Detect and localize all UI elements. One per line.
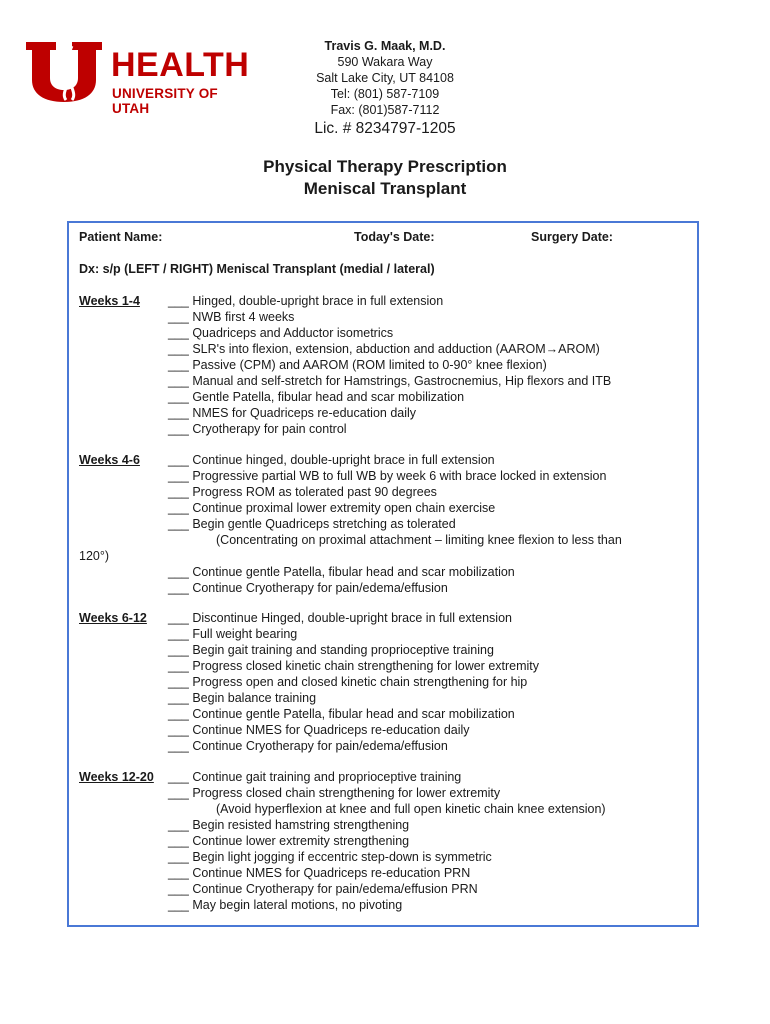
checklist-item: ___ Gentle Patella, fibular head and scar mobilization [168,390,465,404]
checklist-item: ___ Progressive partial WB to full WB by week 6 with brace locked in extension [168,469,607,483]
doctor-name: Travis G. Maak, M.D. [324,39,446,53]
checklist-item: ___ NMES for Quadriceps re-education daily [168,406,417,420]
checklist-note-wrap: 120°) [79,549,110,563]
checklist-item: ___ Begin gentle Quadriceps stretching as tolerated [168,517,456,531]
section-items [168,769,688,913]
todays-date-label: Today's Date: [354,230,435,244]
checklist-item: ___ Continue NMES for Quadriceps re-education daily [168,723,470,737]
checklist-item: ___ Continue lower extremity strengthening [168,834,410,848]
checklist-item: ___ Quadriceps and Adductor isometrics [168,326,394,340]
checklist-item: ___ NWB first 4 weeks [168,310,295,324]
address-line-2: Salt Lake City, UT 84108 [316,71,454,85]
checklist-item: ___ Continue gentle Patella, fibular head and scar mobilization [168,707,515,721]
checklist-item: ___ Progress open and closed kinetic chain strengthening for hip [168,675,528,689]
fax: Fax: (801)587-7112 [330,103,440,117]
checklist-item: ___ Progress closed chain strengthening for lower extremity [168,786,501,800]
checklist-note: (Concentrating on proximal attachment – limiting knee flexion to less than [216,533,622,547]
title-line-2: Meniscal Transplant [303,179,467,198]
logo-subtitle: UNIVERSITY OF UTAH [112,86,218,116]
checklist-item: ___ Cryotherapy for pain control [168,422,347,436]
doctor-header [290,38,480,137]
section-label: Weeks 6-12 [79,611,147,625]
logo-wordmark: HEALTH [111,46,250,84]
checklist-item: ___ Progress ROM as tolerated past 90 degrees [168,485,437,499]
surgery-date-label: Surgery Date: [531,230,613,244]
checklist-item: ___ Continue Cryotherapy for pain/edema/effusion PRN [168,882,478,896]
checklist-item: ___ Continue proximal lower extremity open chain exercise [168,501,496,515]
telephone: Tel: (801) 587-7109 [330,87,440,101]
checklist-item: ___ Discontinue Hinged, double-upright brace in full extension [168,611,512,625]
checklist-item: ___ Progress closed kinetic chain strengthening for lower extremity [168,659,540,673]
checklist-item: ___ May begin lateral motions, no pivoting [168,898,403,912]
checklist-item: ___ Manual and self-stretch for Hamstrings, Gastrocnemius, Hip flexors and ITB [168,374,612,388]
checklist-item: ___ Full weight bearing [168,627,298,641]
checklist-item: ___ Begin gait training and standing proprioceptive training [168,643,494,657]
checklist-item: ___ Hinged, double-upright brace in full extension [168,294,444,308]
title-line-1: Physical Therapy Prescription [263,157,507,176]
diagnosis-line: Dx: s/p (LEFT / RIGHT) Meniscal Transplant (medial / lateral) [79,262,435,276]
checklist-item: ___ Passive (CPM) and AAROM (ROM limited to 0-90° knee flexion) [168,358,547,372]
section-label: Weeks 12-20 [79,770,154,784]
section-items [168,610,688,754]
checklist-item: ___ Continue NMES for Quadriceps re-education PRN [168,866,471,880]
checklist-note: (Avoid hyperflexion at knee and full open kinetic chain knee extension) [216,802,606,816]
address-line-1: 590 Wakara Way [337,55,433,69]
checklist-item: ___ Continue gait training and proprioceptive training [168,770,462,784]
license-number: Lic. # 8234797-1205 [314,120,456,137]
university-of-utah-health-logo [26,42,256,116]
checklist-item: ___ Continue gentle Patella, fibular head and scar mobilization [168,565,515,579]
checklist-item: ___ Continue Cryotherapy for pain/edema/effusion [168,739,448,753]
block-u-icon [26,42,106,102]
checklist-item: ___ SLR's into flexion, extension, abduction and adduction (AAROM→AROM) [168,342,600,356]
checklist-item: ___ Continue hinged, double-upright brace in full extension [168,453,495,467]
patient-name-label: Patient Name: [79,230,163,244]
checklist-item: ___ Continue Cryotherapy for pain/edema/effusion [168,581,448,595]
section-items [168,293,688,437]
section-label: Weeks 4-6 [79,453,140,467]
checklist-item: ___ Begin balance training [168,691,317,705]
checklist-item: ___ Begin resisted hamstring strengthening [168,818,410,832]
document-title [0,156,770,200]
checklist-item: ___ Begin light jogging if eccentric step-down is symmetric [168,850,492,864]
section-label: Weeks 1-4 [79,294,140,308]
